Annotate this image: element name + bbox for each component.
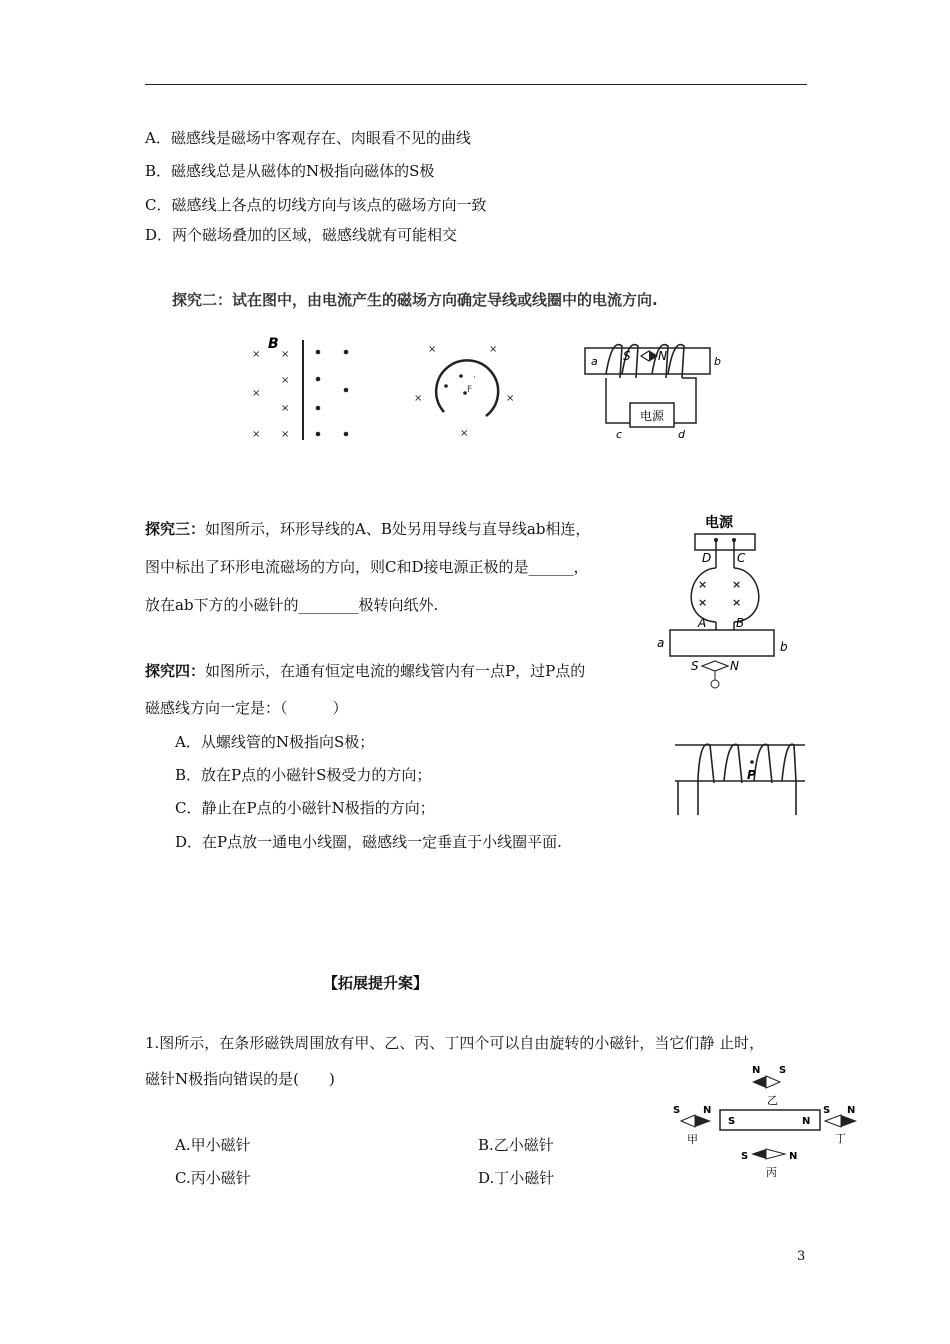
section-title: 【拓展提升案】 (323, 974, 429, 992)
yi-needle-icon (752, 1076, 766, 1088)
label-p: P (747, 768, 756, 782)
prev-option-c: C．磁感线上各点的切线方向与该点的磁场方向一致 (145, 196, 487, 214)
fig3-label-s: S (691, 659, 699, 673)
svg-text:×: × (252, 429, 261, 440)
fig3-label-b: b (780, 640, 788, 654)
svg-text:×: × (281, 429, 290, 440)
jia-label: 甲 (687, 1133, 698, 1146)
label-d: d (678, 428, 685, 441)
svg-text:×: × (252, 388, 261, 399)
q1-option-c: C.丙小磁针 (175, 1169, 251, 1187)
straight-wire-figure (252, 336, 348, 440)
explore2-text: 试在图中，由电流产生的磁场方向确定导线或线圈中的电流方向. (232, 291, 658, 309)
yi-label: 乙 (767, 1094, 778, 1107)
q1-option-b: B.乙小磁针 (478, 1136, 554, 1154)
fig3-straight-conductor (670, 630, 774, 656)
q1-option-a: A.甲小磁针 (175, 1136, 251, 1154)
explore4-figure (670, 735, 810, 817)
fig3-label-d: D (702, 551, 712, 565)
explore3-line3: 放在ab下方的小磁针的________极转向纸外. (145, 596, 439, 614)
q1-line2: 磁针N极指向错误的是( ) (145, 1070, 335, 1088)
svg-text:×: × (460, 428, 469, 439)
svg-text:×: × (281, 349, 290, 360)
svg-text:×: × (281, 403, 290, 414)
q1-figure (665, 1060, 865, 1185)
yi-label-n: N (752, 1065, 761, 1076)
jia-label-s: S (673, 1105, 681, 1116)
ding-label: 丁 (835, 1132, 846, 1145)
fig3-power-label: 电源 (705, 515, 733, 531)
explore4-line2: 磁感线方向一定是：（ ） (145, 699, 348, 717)
svg-text:×: × (428, 344, 437, 355)
explore2-figure (230, 330, 730, 450)
header-rule (145, 84, 807, 85)
explore3-label: 探究三： (145, 520, 206, 538)
magnet-label-n: N (802, 1116, 811, 1127)
coil-turns (606, 345, 684, 378)
svg-text:×: × (698, 578, 708, 591)
explore4-option-a: A．从螺线管的N极指向S极； (175, 733, 375, 751)
jia-needle-icon (681, 1115, 695, 1127)
q1-option-d: D.丁小磁针 (478, 1169, 555, 1187)
explore3-line1 (145, 518, 590, 539)
svg-text:×: × (732, 578, 742, 591)
dot-marks (316, 350, 349, 437)
svg-text:×: × (281, 375, 290, 386)
page-number: 3 (797, 1249, 806, 1264)
ding-label-n: N (847, 1105, 856, 1116)
svg-text:·: · (473, 373, 476, 383)
fig3-label-b-upper: B (736, 616, 745, 630)
label-s: S (623, 349, 631, 363)
svg-text:×: × (732, 596, 742, 609)
explore3-text-1: 如图所示，环形导线的A、B处另用导线与直导线ab相连， (205, 520, 591, 538)
ding-needle-icon (825, 1115, 841, 1127)
yi-label-s: S (779, 1065, 787, 1076)
svg-text:×: × (489, 344, 498, 355)
bing-label: 丙 (766, 1166, 777, 1179)
explore4-option-c: C．静止在P点的小磁针N极指的方向； (175, 799, 435, 817)
fig3-label-a-upper: A (698, 616, 707, 630)
ding-label-s: S (823, 1105, 831, 1116)
circular-loop-figure (414, 344, 514, 439)
prev-option-d: D．两个磁场叠加的区域，磁感线就有可能相交 (145, 226, 458, 244)
explore2-heading (172, 289, 658, 310)
svg-text:×: × (506, 393, 515, 404)
fig3-power-box (695, 534, 755, 550)
fig3-compass (685, 654, 765, 694)
compass-needle-icon (702, 661, 728, 671)
q1-line1: 1.图所示，在条形磁铁周围放有甲、乙、丙、丁四个可以自由旋转的小磁针，当它们静 止时， (145, 1034, 765, 1052)
explore3-line2: 图中标出了环形电流磁场的方向，则C和D接电源正极的是______， (145, 558, 589, 576)
explore4-label: 探究四： (145, 662, 206, 680)
explore4-option-b: B．放在P点的小磁针S极受力的方向； (175, 766, 432, 784)
prev-option-b: B．磁感线总是从磁体的N极指向磁体的S极 (145, 162, 435, 180)
label-n: N (658, 349, 667, 363)
power-label: 电源 (640, 409, 665, 423)
svg-text:×: × (698, 596, 708, 609)
label-a: a (591, 355, 598, 368)
explore4-option-d: D．在P点放一通电小线圈，磁感线一定垂直于小线圈平面. (175, 833, 562, 851)
svg-text:×: × (252, 349, 261, 360)
label-b: b (714, 355, 721, 368)
explore2-label: 探究二： (172, 291, 233, 309)
jia-label-n: N (703, 1105, 712, 1116)
fig3-label-c: C (737, 551, 746, 565)
bing-label-n: N (789, 1151, 798, 1162)
label-c: c (616, 428, 623, 441)
solenoid-figure (585, 345, 721, 441)
svg-text:×: × (414, 393, 423, 404)
label-b-field: B (268, 336, 279, 352)
prev-option-a: A．磁感线是磁场中客观存在、肉眼看不见的曲线 (145, 129, 471, 147)
magnet-label-s: S (728, 1116, 736, 1127)
explore3-figure (650, 510, 800, 670)
svg-text:F: F (467, 385, 473, 395)
bing-needle-icon (751, 1149, 766, 1159)
explore4-text-1: 如图所示，在通有恒定电流的螺线管内有一点P，过P点的 (205, 662, 586, 680)
explore4-line1 (145, 660, 585, 681)
fig3-label-n: N (730, 659, 739, 673)
bing-label-s: S (741, 1151, 749, 1162)
fig3-label-a: a (657, 636, 665, 650)
cross-marks (252, 349, 289, 440)
